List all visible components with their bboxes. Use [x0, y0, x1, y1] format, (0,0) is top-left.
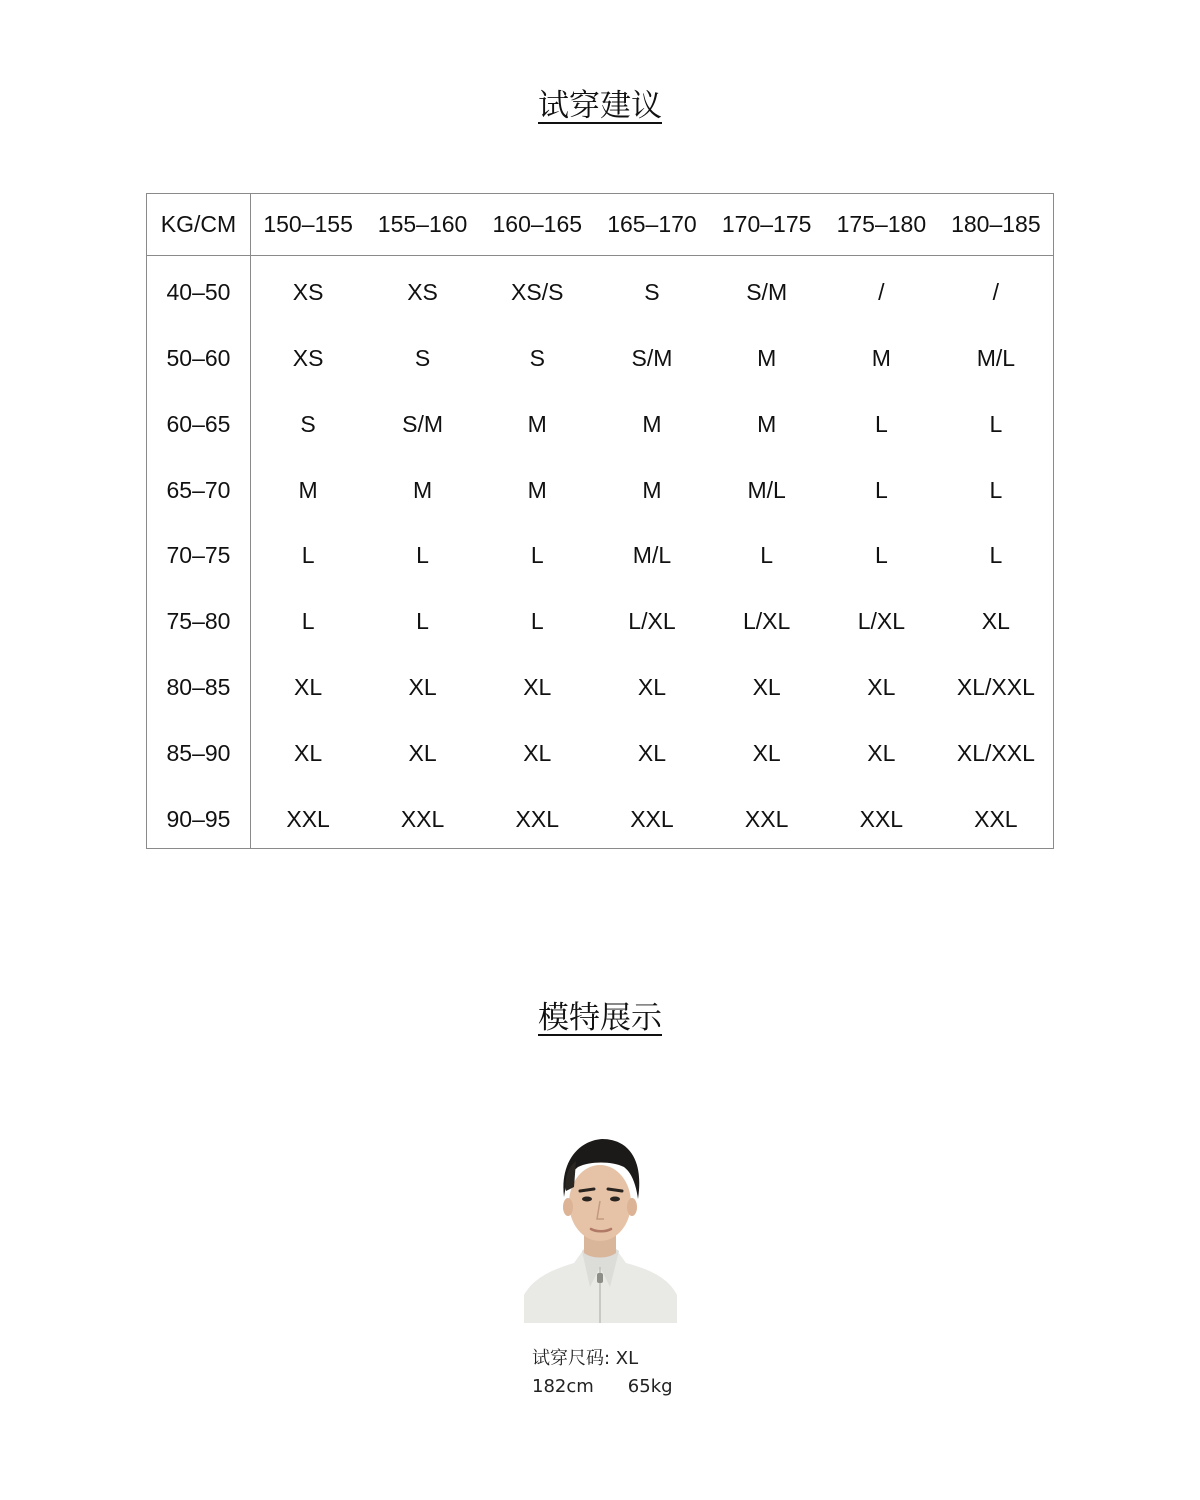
size-cell: L [530, 542, 544, 569]
height-range-header: 150–155 [251, 194, 366, 256]
size-cell: XS [292, 279, 324, 306]
size-chart-row [147, 321, 1054, 387]
size-cell: XXL [515, 805, 559, 832]
size-cell: L [301, 542, 315, 569]
size-cell: M [757, 344, 777, 371]
size-cell: L [416, 608, 429, 635]
size-cell: M [412, 476, 433, 503]
size-cell: L [874, 410, 888, 437]
size-cell: XL [294, 674, 323, 701]
size-cell: S/M [746, 279, 788, 306]
size-cell: L [989, 542, 1003, 569]
size-chart-row [147, 783, 1054, 849]
size-cell: XL [981, 608, 1010, 635]
size-cell: M [298, 476, 318, 503]
size-chart-row [147, 387, 1054, 453]
weight-range-label: 90–95 [147, 783, 251, 849]
size-cell: L [989, 410, 1003, 437]
size-cell: XS [292, 344, 324, 371]
size-cell: XL/XXL [956, 740, 1035, 767]
size-cell: XS/S [511, 279, 564, 306]
size-cell: L [760, 542, 774, 569]
model-caption [532, 1345, 673, 1401]
size-cell: XL [294, 740, 323, 767]
model-height: 182cm [532, 1376, 594, 1397]
size-chart-table [146, 193, 1054, 849]
size-cell: L [416, 542, 429, 569]
size-chart-row [147, 651, 1054, 717]
size-cell: M/L [976, 344, 1016, 371]
size-cell: S [644, 279, 660, 306]
size-chart-body [147, 256, 1054, 849]
model-weight: 65kg [627, 1376, 673, 1397]
model-showcase-title-text: 模特展示 [538, 1000, 662, 1036]
size-chart-row [147, 256, 1054, 322]
size-cell: XL [752, 674, 781, 701]
size-cell: S [300, 410, 316, 437]
size-cell: XL [408, 740, 437, 767]
size-chart-corner-label: KG/CM [147, 194, 251, 256]
fit-advice-title-text: 试穿建议 [538, 88, 662, 124]
size-chart-row [147, 585, 1054, 651]
size-cell: M [871, 344, 891, 371]
size-cell: XXL [744, 805, 789, 832]
size-cell: M [757, 410, 777, 437]
model-showcase-title [0, 998, 1200, 1038]
size-cell: L/XL [743, 608, 791, 635]
size-cell: XL [637, 740, 667, 767]
height-range-header: 175–180 [824, 194, 939, 256]
model-portrait-image [524, 1127, 677, 1323]
weight-range-label: 80–85 [147, 651, 251, 717]
size-chart-row [147, 717, 1054, 783]
weight-range-label: 50–60 [147, 321, 251, 387]
height-range-header: 155–160 [365, 194, 480, 256]
size-cell: L/XL [857, 608, 906, 635]
height-range-header: 160–165 [480, 194, 595, 256]
size-cell: M [642, 476, 662, 503]
height-range-header: 165–170 [595, 194, 710, 256]
height-range-header: 170–175 [709, 194, 824, 256]
weight-range-label: 70–75 [147, 519, 251, 585]
size-cell: L [989, 476, 1003, 503]
size-cell: L [301, 608, 315, 635]
size-cell: XXL [974, 805, 1018, 832]
size-chart-row [147, 453, 1054, 519]
size-cell: XL/XXL [956, 674, 1035, 701]
weight-range-label: 75–80 [147, 585, 251, 651]
size-chart-row [147, 519, 1054, 585]
weight-range-label: 40–50 [147, 256, 251, 322]
size-chart-header-row [147, 194, 1054, 256]
size-cell: L [530, 608, 544, 635]
fit-advice-title [0, 86, 1200, 126]
size-cell: XL [867, 674, 896, 701]
model-photo [524, 1127, 677, 1323]
size-cell: S [529, 344, 545, 371]
size-cell: M [527, 476, 547, 503]
model-measurements [532, 1373, 673, 1401]
size-cell: XXL [630, 805, 674, 832]
size-cell: L [874, 542, 888, 569]
weight-range-label: 65–70 [147, 453, 251, 519]
size-cell: XXL [859, 805, 904, 832]
size-cell: M/L [632, 542, 672, 569]
size-cell: XL [637, 674, 667, 701]
size-cell: M/L [747, 476, 786, 503]
size-cell: M [527, 410, 547, 437]
weight-range-label: 60–65 [147, 387, 251, 453]
size-cell: XL [867, 740, 896, 767]
size-cell: XXL [286, 805, 330, 832]
size-cell: S/M [402, 410, 443, 437]
model-fit-size: 试穿尺码: XL [532, 1348, 639, 1369]
size-cell: XL [523, 674, 552, 701]
size-cell: XXL [400, 805, 445, 832]
size-cell: / [992, 279, 1000, 306]
size-cell: M [642, 410, 662, 437]
size-cell: XS [407, 279, 438, 306]
size-cell: S [414, 344, 431, 371]
height-range-header: 180–185 [939, 194, 1054, 256]
size-cell: XL [408, 674, 437, 701]
weight-range-label: 85–90 [147, 717, 251, 783]
size-cell: / [878, 279, 885, 306]
size-cell: L [874, 476, 888, 503]
size-cell: XL [523, 740, 552, 767]
size-cell: S/M [631, 344, 673, 371]
size-cell: XL [752, 740, 781, 767]
size-cell: L/XL [628, 608, 676, 635]
